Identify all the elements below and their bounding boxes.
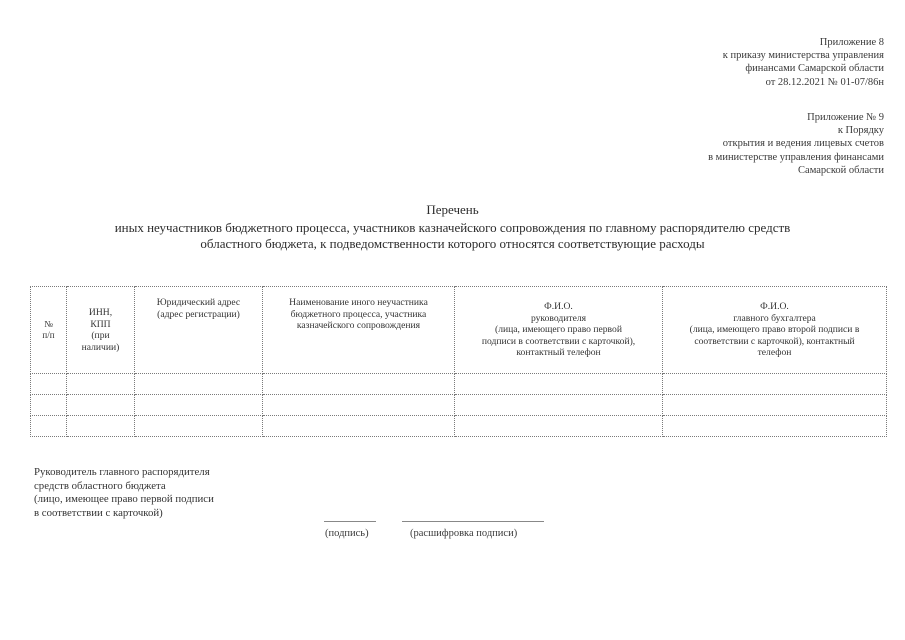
table-row <box>31 395 887 416</box>
appendix-8-line: к приказу министерства управления <box>722 50 884 62</box>
signature-line: средств областного бюджета <box>34 479 166 492</box>
table-cell <box>67 374 135 395</box>
appendix-8-line: Приложение 8 <box>819 37 884 48</box>
appendix-9-line: в министерстве управления финансами <box>708 151 884 163</box>
table-cell <box>663 395 887 416</box>
table-cell <box>135 416 263 437</box>
signature-underline <box>324 521 376 522</box>
table-row <box>31 374 887 395</box>
table-cell <box>135 374 263 395</box>
table-cell <box>663 374 887 395</box>
transcript-underline <box>402 521 544 522</box>
table-row <box>31 416 887 437</box>
header-number: № п/п <box>31 287 67 374</box>
header-head-fio: Ф.И.О. руководителя (лица, имеющего право первой подписи в соответствии с карточкой), контактный телефон <box>455 287 663 374</box>
document-title: Перечень <box>426 202 479 217</box>
header-chief-accountant-fio: Ф.И.О. главного бухгалтера (лица, имеющего право второй подписи в соответствии с карточкой), контактный телефон <box>663 287 887 374</box>
transcript-caption: (расшифровка подписи) <box>410 528 518 539</box>
header-inn-kpp: ИНН, КПП (при наличии) <box>67 287 135 374</box>
signature-block <box>34 466 214 520</box>
signature-line: (лицо, имеющее право первой подписи <box>34 493 214 505</box>
participants-table <box>30 286 887 437</box>
appendix-9-line: Самарской области <box>798 164 884 176</box>
table-cell <box>67 395 135 416</box>
appendix-8-note <box>723 36 884 89</box>
table-cell <box>31 374 67 395</box>
table-cell <box>31 416 67 437</box>
table-cell <box>263 416 455 437</box>
signature-caption: (подпись) <box>325 528 369 539</box>
document-subtitle-line-1: иных неучастников бюджетного процесса, участников казначейского сопровождения по главному распорядителю средств <box>114 220 791 235</box>
table-cell <box>135 395 263 416</box>
table-cell <box>263 374 455 395</box>
table-cell <box>67 416 135 437</box>
signature-line: в соответствии с карточкой) <box>34 506 163 519</box>
appendix-8-line: финансами Самарской области <box>745 63 884 75</box>
table-cell <box>663 416 887 437</box>
table-cell <box>455 395 663 416</box>
appendix-9-note <box>708 111 884 177</box>
table-body <box>31 374 887 437</box>
table-cell <box>31 395 67 416</box>
table-header-row <box>31 287 887 374</box>
appendix-9-line: Приложение № 9 <box>807 112 884 123</box>
table-cell <box>263 395 455 416</box>
appendix-9-line: к Порядку <box>837 125 884 137</box>
document-subtitle-line-2: областного бюджета, к подведомственности которого относятся соответствующие расходы <box>200 236 705 251</box>
header-legal-address: Юридический адрес (адрес регистрации) <box>135 287 263 374</box>
signature-line: Руководитель главного распорядителя <box>34 466 210 478</box>
appendix-8-line: от 28.12.2021 № 01-07/86н <box>765 76 884 88</box>
table-cell <box>455 416 663 437</box>
appendix-9-line: открытия и ведения лицевых счетов <box>722 138 884 150</box>
header-participant-name: Наименование иного неучастника бюджетного процесса, участника казначейского сопровождения <box>263 287 455 374</box>
table-cell <box>455 374 663 395</box>
